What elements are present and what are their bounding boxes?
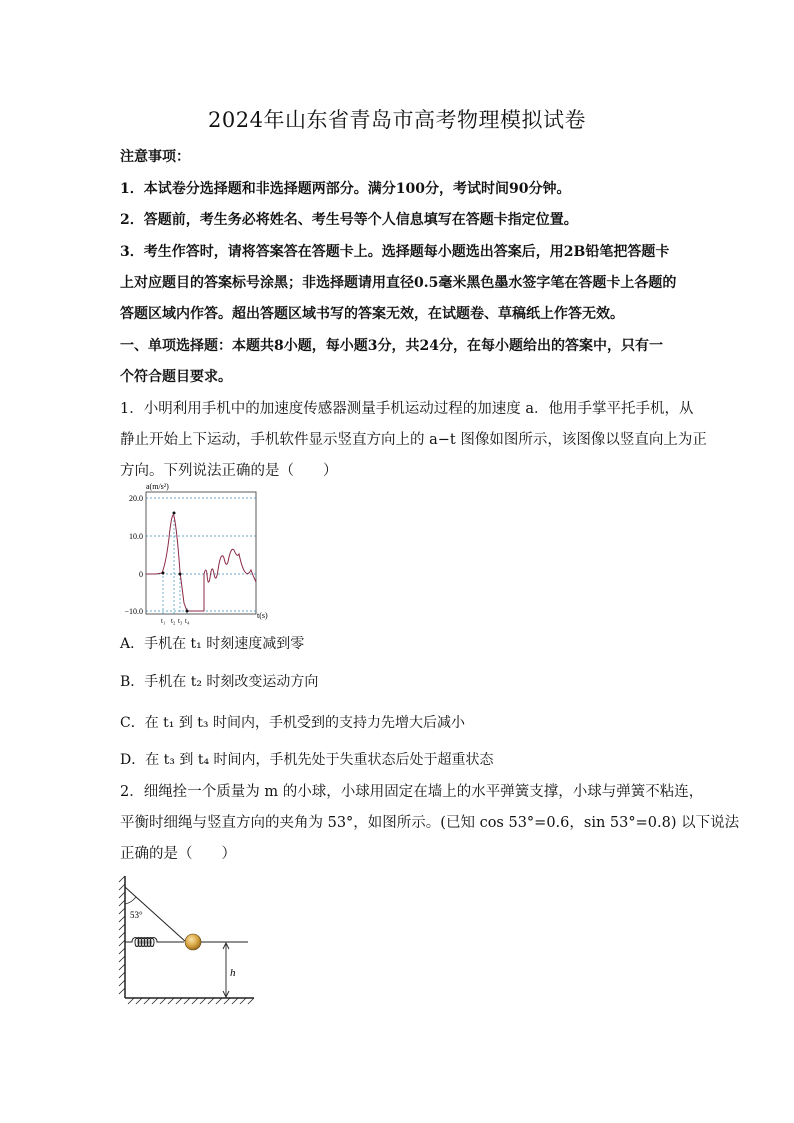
wall-hatch <box>119 876 125 994</box>
notice-item-3: 3．考生作答时，请将答案答在答题卡上。选择题每小题选出答案后，用2B铅笔把答题卡 <box>120 244 670 260</box>
plot-frame <box>146 492 256 614</box>
x-axis-label: t(s) <box>257 611 268 620</box>
y-tick-neg10: −10.0 <box>124 607 143 616</box>
angle-arc <box>125 897 136 904</box>
q2-spring-ball-figure <box>118 872 263 1007</box>
section-heading: 一、单项选择题：本题共8小题，每小题3分，共24分，在每小题给出的答案中，只有一 <box>120 338 663 354</box>
q1-stem-line-2: 静止开始上下运动，手机软件显示竖直方向上的 a−t 图像如图所示，该图像以竖直向上为正 <box>120 432 707 448</box>
angle-label: 53° <box>130 910 143 920</box>
t4-label: t₄ <box>185 617 190 625</box>
q1-option-c[interactable]: C．在 t₁ 到 t₃ 时间内，手机受到的支持力先增大后减小 <box>120 715 465 731</box>
ball <box>185 934 201 950</box>
q1-stem-line-3: 方向。下列说法正确的是（ ） <box>120 463 338 479</box>
t1-label: t₁ <box>161 617 166 625</box>
q1-at-graph <box>118 478 278 628</box>
y-axis-label: a(m/s²) <box>146 482 169 491</box>
y-tick-0: 0 <box>139 570 143 579</box>
q2-stem-line-2: 平衡时细绳与竖直方向的夹角为 53°，如图所示。(已知 cos 53°=0.6，sin 53°=0.8) 以下说法 <box>120 815 740 831</box>
spring <box>125 938 184 947</box>
t3-label: t₃ <box>178 617 183 625</box>
t2-label: t₂ <box>171 617 176 625</box>
notice-item-2: 2．答题前，考生务必将姓名、考生号等个人信息填写在答题卡指定位置。 <box>120 212 578 228</box>
notice-item-3-end: 答题区域内作答。超出答题区域书写的答案无效，在试题卷、草稿纸上作答无效。 <box>120 306 624 322</box>
notice-item-1: 1．本试卷分选择题和非选择题两部分。满分100分，考试时间90分钟。 <box>120 181 571 197</box>
ground-hatch <box>128 998 254 1004</box>
y-tick-10: 10.0 <box>129 532 143 541</box>
acceleration-curve <box>146 515 256 611</box>
q2-stem-line-1: 2．细绳拴一个质量为 m 的小球，小球用固定在墙上的水平弹簧支撑，小球与弹簧不粘连， <box>120 784 704 800</box>
q1-option-a[interactable]: A．手机在 t₁ 时刻速度减到零 <box>120 636 305 652</box>
y-tick-20: 20.0 <box>129 494 143 503</box>
q1-stem-line-1: 1．小明利用手机中的加速度传感器测量手机运动过程的加速度 a．他用手掌平托手机，从 <box>120 401 694 417</box>
section-heading-cont: 个符合题目要求。 <box>120 369 232 385</box>
q1-option-b[interactable]: B．手机在 t₂ 时刻改变运动方向 <box>120 674 319 690</box>
notice-item-3-cont: 上对应题目的答案标号涂黑；非选择题请用直径0.5毫米黑色墨水签字笔在答题卡上各题的 <box>120 275 677 291</box>
notice-heading: 注意事项： <box>120 149 190 165</box>
height-label: h <box>230 967 236 979</box>
page-title: 2024年山东省青岛市高考物理模拟试卷 <box>208 108 586 132</box>
q1-option-d[interactable]: D．在 t₃ 到 t₄ 时间内，手机先处于失重状态后处于超重状态 <box>120 752 494 768</box>
q2-stem-line-3: 正确的是（ ） <box>120 846 236 862</box>
